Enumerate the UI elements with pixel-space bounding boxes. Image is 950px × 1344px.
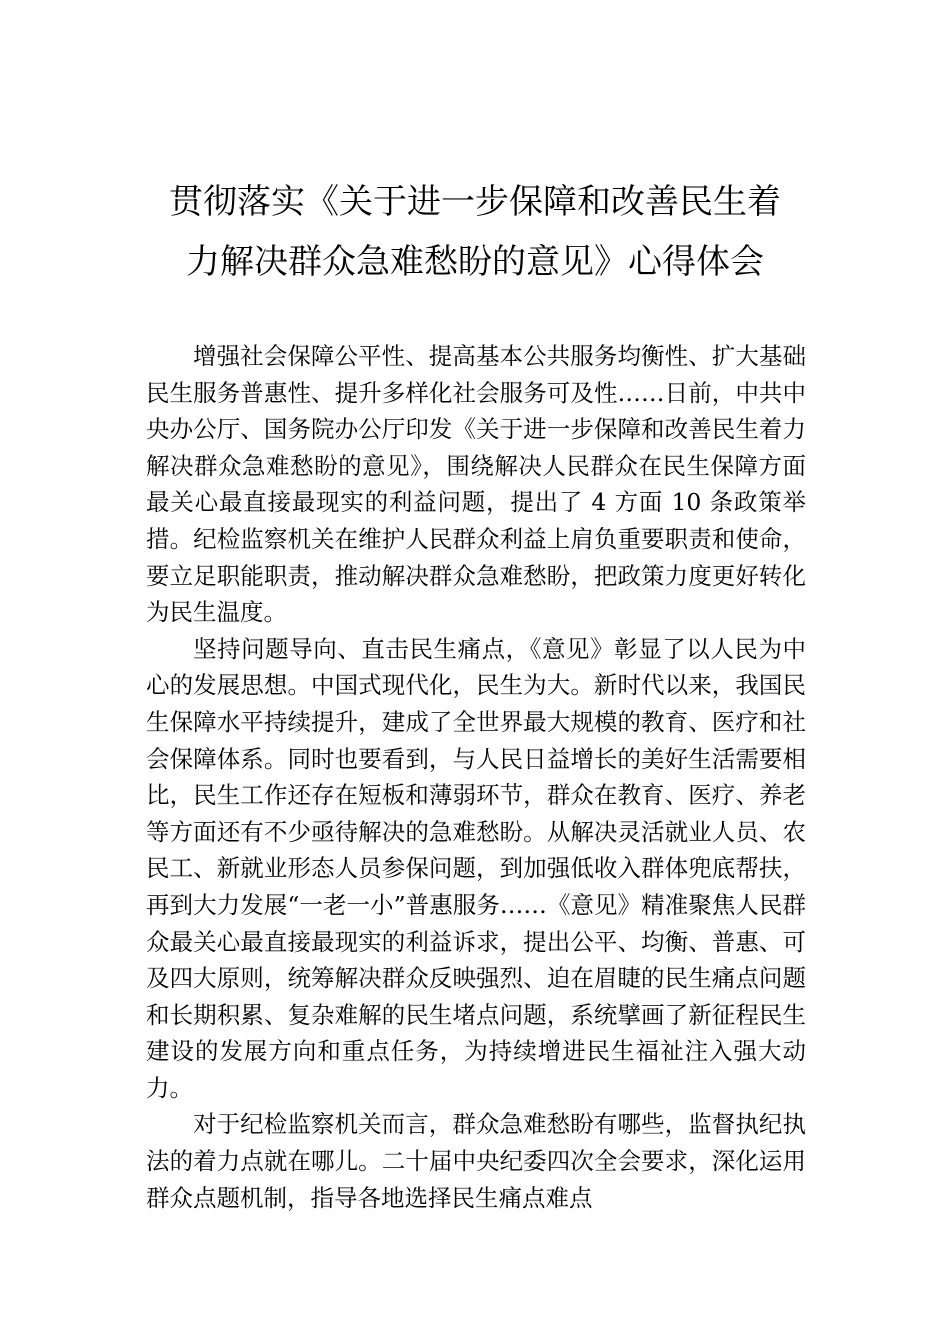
paragraph-3: 对于纪检监察机关而言，群众急难愁盼有哪些，监督执纪执法的着力点就在哪儿。二十届中央纪委四次全会要求，深化运用群众点题机制，指导各地选择民生痛点难点 [146, 1110, 806, 1212]
paragraph-2: 坚持问题导向、直击民生痛点，《意见》彰显了以人民为中心的发展思想。中国式现代化，民生为大。新时代以来，我国民生保障水平持续提升，建成了全世界最大规模的教育、医疗和社会保障体系。同时也要看到，与人民日益增长的美好生活需要相比，民生工作还存在短板和薄弱环节，群众在教育、医疗、养老等方面还有不少亟待解决的急难愁盼。从解决灵活就业人员、农民工、新就业形态人员参保问题，到加强低收入群体兜底帮扶，再到大力发展“一老一小”普惠服务……《意见》精准聚焦人民群众最关心最直接最现实的利益诉求，提出公平、均衡、普惠、可及四大原则，统筹解决群众反映强烈、迫在眉睫的民生痛点问题和长期积累、复杂难解的民生堵点问题，系统擘画了新征程民生建设的发展方向和重点任务，为持续增进民生福祉注入强大动力。 [146, 634, 806, 1102]
title-line-2: 力解决群众急难愁盼的意见》心得体会 [186, 242, 764, 282]
document-body [146, 338, 806, 1216]
paragraph-1: 增强社会保障公平性、提高基本公共服务均衡性、扩大基础民生服务普惠性、提升多样化社会服务可及性……日前，中共中央办公厅、国务院办公厅印发《关于进一步保障和改善民生着力解决群众急难愁盼的意见》，围绕解决人民群众在民生保障方面最关心最直接最现实的利益问题，提出了 4 方面 10 条政策举措。纪检监察机关在维护人民群众利益上肩负重要职责和使命，要立足职能职责，推动解决群众急难愁盼，把政策力度更好转化为民生温度。 [146, 342, 806, 627]
document-title [140, 172, 810, 292]
title-line-1: 贯彻落实《关于进一步保障和改善民生着 [169, 182, 781, 222]
